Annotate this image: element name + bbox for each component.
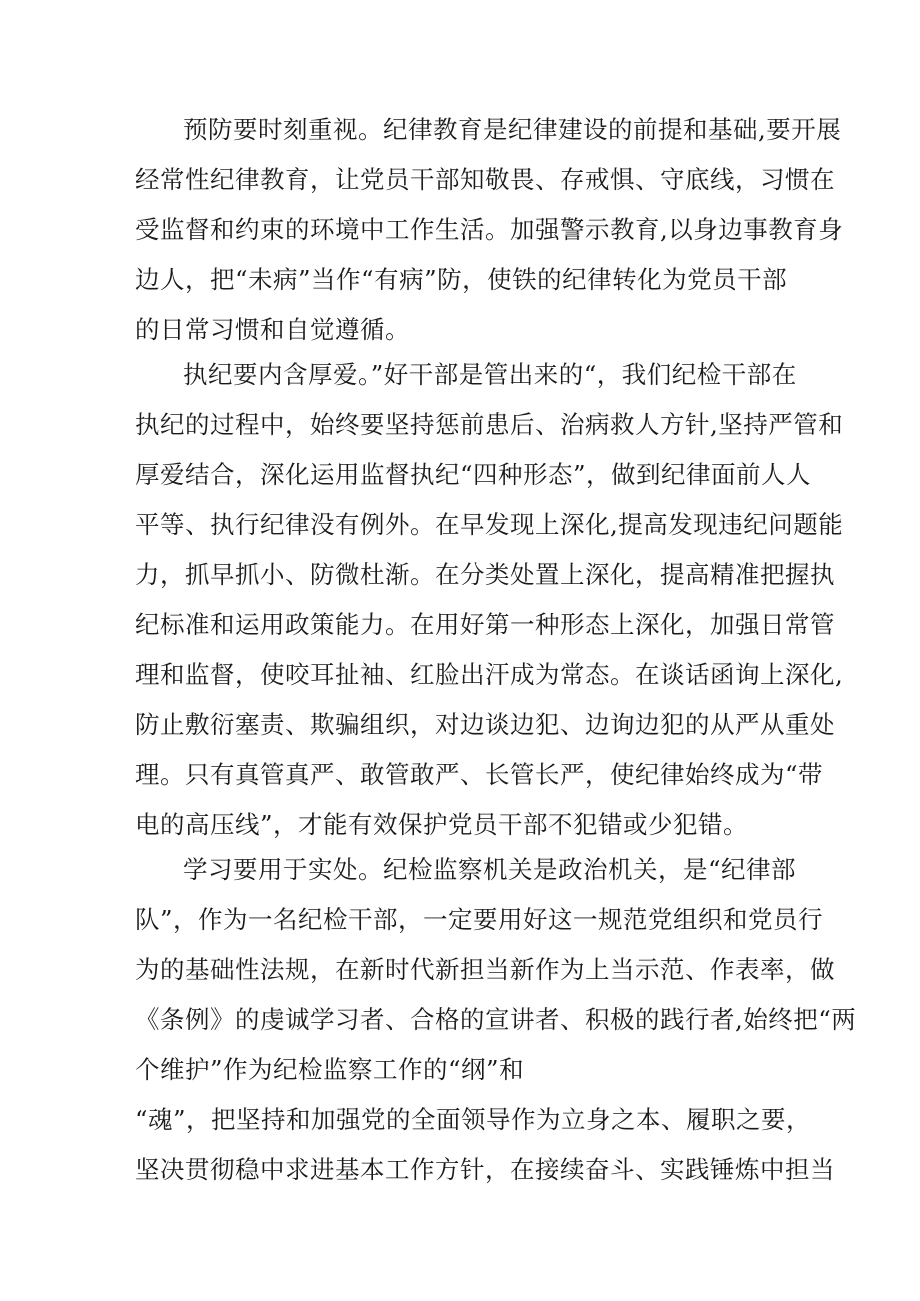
text-line: 坚决贯彻稳中求进基本工作方针，在接续奋斗、实践锤炼中担当 xyxy=(135,1155,835,1184)
text-line: 经常性纪律教育，让党员干部知敬畏、存戒惧、守底线，习惯在 xyxy=(135,165,835,194)
text-line: 《条例》的虔诚学习者、合格的宣讲者、积极的践行者,始终把“两 xyxy=(135,1005,857,1034)
text-line: 边人，把“未病”当作“有病”防，使铁的纪律转化为党员干部 xyxy=(135,265,788,294)
text-line: 力，抓早抓小、防微杜渐。在分类处置上深化，提高精准把握执 xyxy=(135,560,835,589)
text-line: 个维护”作为纪检监察工作的“纲”和 xyxy=(135,1055,525,1084)
text-line: 厚爱结合，深化运用监督执纪“四种形态”，做到纪律面前人人 xyxy=(135,460,812,489)
text-line: 的日常习惯和自觉遵循。 xyxy=(135,315,410,344)
text-line: 理。只有真管真严、敢管敢严、长管长严，使纪律始终成为“带 xyxy=(135,760,824,789)
text-line: 受监督和约束的环境中工作生活。加强警示教育,以身边事教育身 xyxy=(135,215,844,244)
text-line: 执纪要内含厚爱。”好干部是管出来的“，我们纪检干部在 xyxy=(183,360,797,389)
text-line: 平等、执行纪律没有例外。在早发现上深化,提高发现违纪问题能 xyxy=(135,510,844,539)
text-line: 学习要用于实处。纪检监察机关是政治机关，是“纪律部 xyxy=(183,855,797,884)
text-line: 纪标准和运用政策能力。在用好第一种形态上深化，加强日常管 xyxy=(135,610,835,639)
text-line: 队”，作为一名纪检干部，一定要用好这一规范党组织和党员行 xyxy=(135,905,824,934)
text-line: 为的基础性法规，在新时代新担当新作为上当示范、作表率，做 xyxy=(135,955,835,984)
text-line: 理和监督，使咬耳扯袖、红脸出汗成为常态。在谈话函询上深化, xyxy=(135,660,844,689)
text-line: 防止敷衍塞责、欺骗组织，对边谈边犯、边询边犯的从严从重处 xyxy=(135,710,835,739)
text-line: 电的高压线”，才能有效保护党员干部不犯错或少犯错。 xyxy=(135,810,749,839)
text-line: 预防要时刻重视。纪律教育是纪律建设的前提和基础,要开展 xyxy=(183,115,842,144)
text-line: 执纪的过程中，始终要坚持惩前患后、治病救人方针,坚持严管和 xyxy=(135,410,844,439)
text-line: “魂”，把坚持和加强党的全面领导作为立身之本、履职之要， xyxy=(135,1105,812,1134)
